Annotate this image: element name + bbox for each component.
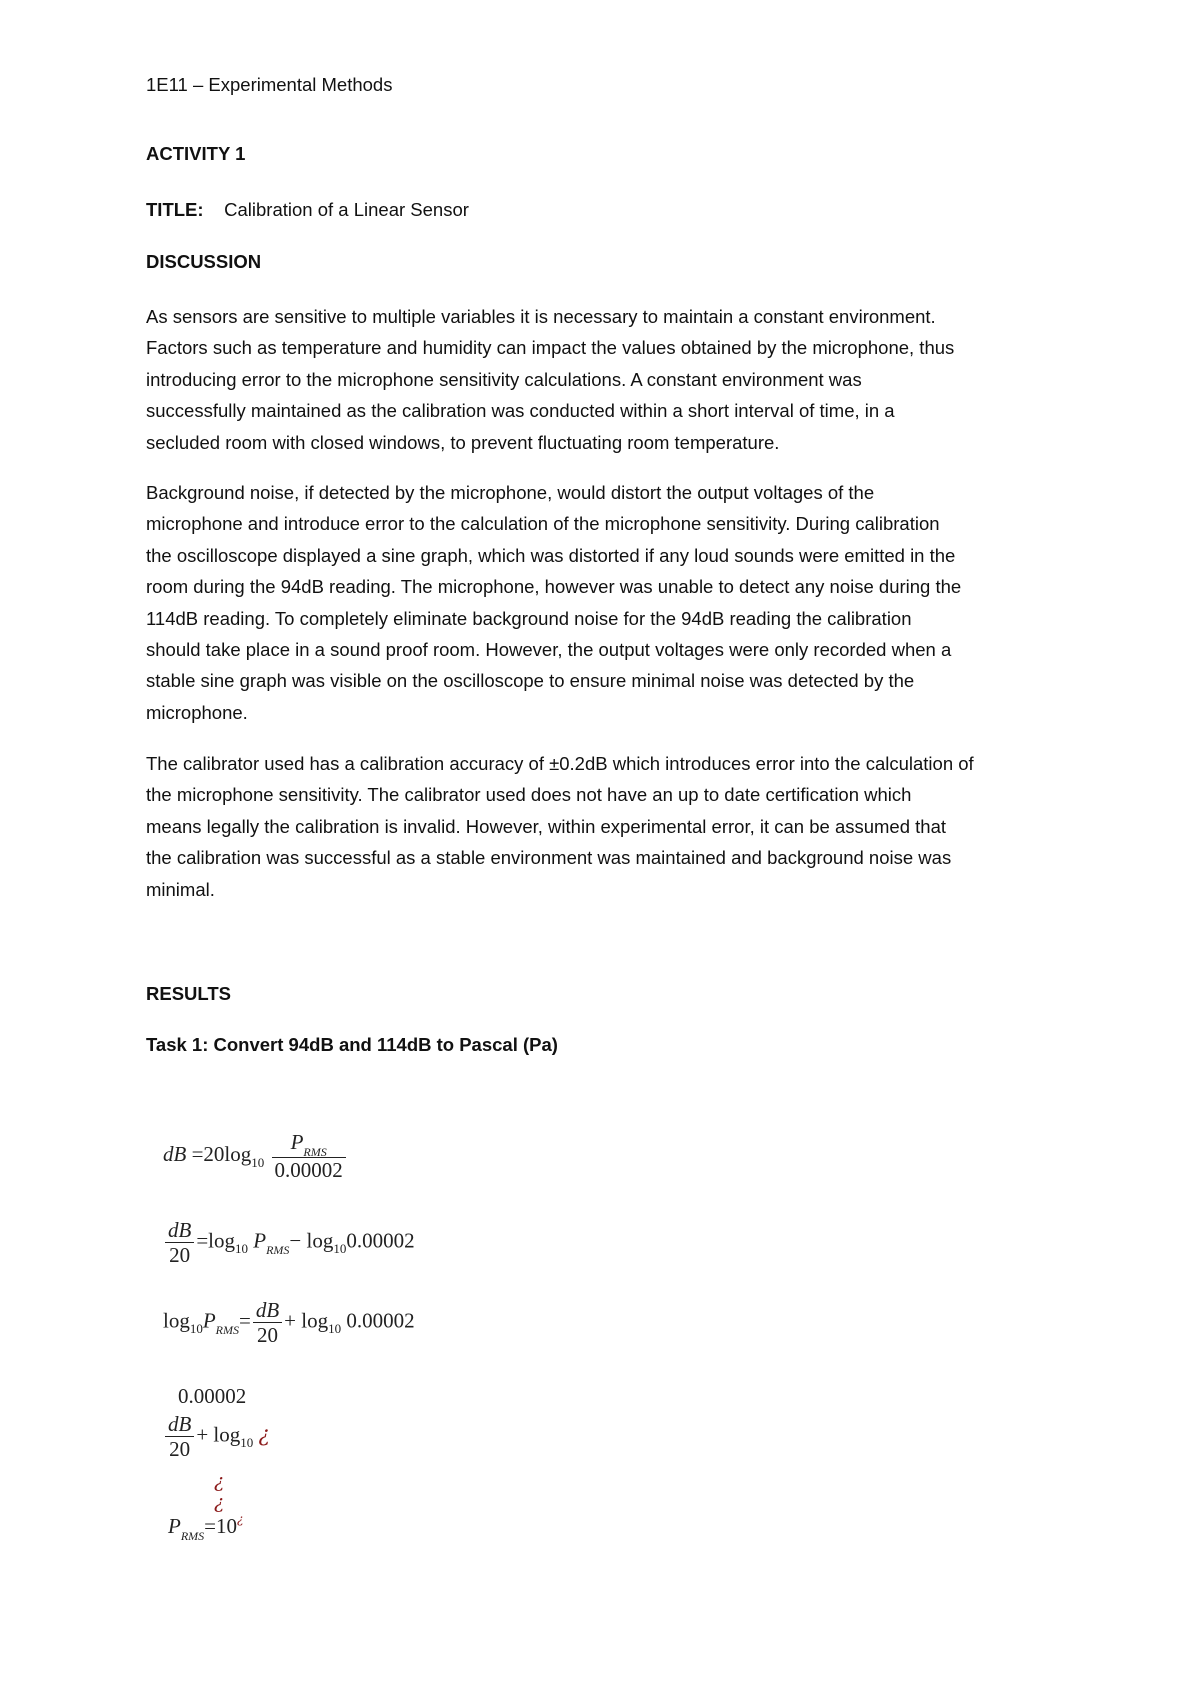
math-log: log	[213, 1422, 241, 1447]
text-line: successfully maintained as the calibration was conducted within a short interval of time, in a	[146, 400, 895, 422]
math-minus: −	[289, 1228, 302, 1253]
equation-4-ref: 0.00002	[178, 1384, 247, 1408]
math-plus: +	[284, 1308, 297, 1333]
math-rms: RMS	[266, 1243, 290, 1258]
math-ref: 0.00002	[346, 1308, 415, 1333]
text-line: means legally the calibration is invalid. However, within experimental error, it can be assumed that	[146, 815, 947, 837]
discussion-paragraph-3	[146, 748, 1086, 905]
results-heading: RESULTS	[146, 983, 231, 1004]
text-line: introducing error to the microphone sensitivity calculations. A constant environment was	[146, 368, 862, 390]
math-log: log	[306, 1228, 334, 1253]
text-line: microphone.	[146, 701, 248, 723]
math-log: log	[301, 1308, 329, 1333]
equation-5	[168, 1512, 244, 1543]
math-denominator: 0.00002	[272, 1157, 346, 1182]
math-log-base: 10	[328, 1321, 342, 1337]
math-p: P	[202, 1308, 216, 1333]
title-label: TITLE:	[146, 199, 204, 220]
activity-heading: ACTIVITY 1	[146, 143, 246, 164]
text-line: As sensors are sensitive to multiple variables it is necessary to maintain a constant environment.	[146, 306, 936, 327]
math-placeholder-glyph: ¿	[258, 1422, 270, 1447]
math-log: log	[224, 1141, 252, 1166]
equation-4	[163, 1412, 270, 1461]
equation-1	[163, 1130, 348, 1182]
text-line: The calibrator used has a calibration accuracy of ±0.2dB which introduces error into the calculation of	[146, 753, 974, 774]
math-p: P	[253, 1228, 267, 1253]
math-log-base: 10	[333, 1241, 347, 1257]
text-line: secluded room with closed windows, to prevent fluctuating room temperature.	[146, 431, 780, 453]
equation-2	[163, 1218, 415, 1267]
discussion-heading: DISCUSSION	[146, 251, 262, 272]
math-log-base: 10	[240, 1435, 254, 1451]
math-fraction	[165, 1218, 194, 1267]
text-line: the microphone sensitivity. The calibrator used does not have an up to date certification which	[146, 784, 912, 806]
text-line: minimal.	[146, 878, 215, 900]
math-denominator: 20	[165, 1436, 194, 1461]
math-ref: 0.00002	[346, 1228, 415, 1253]
math-fraction	[165, 1412, 194, 1461]
title-text: Calibration of a Linear Sensor	[224, 199, 469, 220]
math-numerator: dB	[255, 1298, 280, 1322]
math-placeholder-glyph: ¿	[214, 1491, 225, 1513]
text-line: should take place in a sound proof room. However, the output voltages were only recorded when a	[146, 639, 952, 661]
text-line: room during the 94dB reading. The microphone, however was unable to detect any noise during the	[146, 576, 962, 598]
text-line: 114dB reading. To completely eliminate background noise for the 94dB reading the calibration	[146, 607, 912, 629]
math-fraction	[253, 1298, 282, 1347]
title-line	[146, 199, 469, 221]
math-twenty: 20	[203, 1141, 225, 1166]
math-log: log	[163, 1308, 190, 1333]
math-placeholder-glyph: ¿	[214, 1470, 225, 1492]
math-numerator: dB	[168, 1412, 192, 1436]
math-rms: RMS	[303, 1145, 327, 1159]
text-line: the oscilloscope displayed a sine graph, which was distorted if any loud sounds were emitted in the	[146, 544, 956, 566]
math-rms: RMS	[215, 1323, 239, 1338]
math-fraction	[272, 1130, 346, 1182]
equation-3	[163, 1298, 415, 1347]
math-log-base: 10	[251, 1154, 265, 1170]
discussion-paragraph-1	[146, 301, 1086, 458]
page-header: 1E11 – Experimental Methods	[146, 74, 393, 95]
text-line: Factors such as temperature and humidity can impact the values obtained by the microphone, thus	[146, 337, 955, 359]
math-equals: =	[191, 1141, 204, 1166]
task1-heading: Task 1: Convert 94dB and 114dB to Pascal (Pa)	[146, 1034, 558, 1055]
math-p: P	[290, 1130, 304, 1154]
text-line: microphone and introduce error to the calculation of the microphone sensitivity. During calibration	[146, 513, 940, 535]
math-equals: =	[239, 1308, 251, 1333]
math-rms: RMS	[180, 1529, 205, 1543]
math-p: P	[168, 1514, 181, 1538]
math-denominator: 20	[253, 1322, 282, 1347]
math-plus: +	[196, 1422, 209, 1447]
math-log-base: 10	[189, 1321, 203, 1337]
math-log: log	[208, 1228, 236, 1253]
text-line: Background noise, if detected by the microphone, would distort the output voltages of the	[146, 482, 875, 503]
math-power-base: =10	[204, 1514, 237, 1538]
math-denominator: 20	[165, 1242, 194, 1267]
math-numerator: dB	[168, 1218, 192, 1242]
math-placeholder-glyph: ¿	[237, 1512, 244, 1526]
discussion-paragraph-2	[146, 477, 1086, 728]
math-log-base: 10	[235, 1241, 249, 1257]
text-line: the calibration was successful as a stable environment was maintained and background noise was	[146, 847, 952, 869]
math-db: dB	[163, 1141, 187, 1166]
text-line: stable sine graph was visible on the oscilloscope to ensure minimal noise was detected by the	[146, 670, 915, 692]
math-equals: =	[196, 1228, 209, 1253]
math-numerator	[272, 1130, 346, 1157]
